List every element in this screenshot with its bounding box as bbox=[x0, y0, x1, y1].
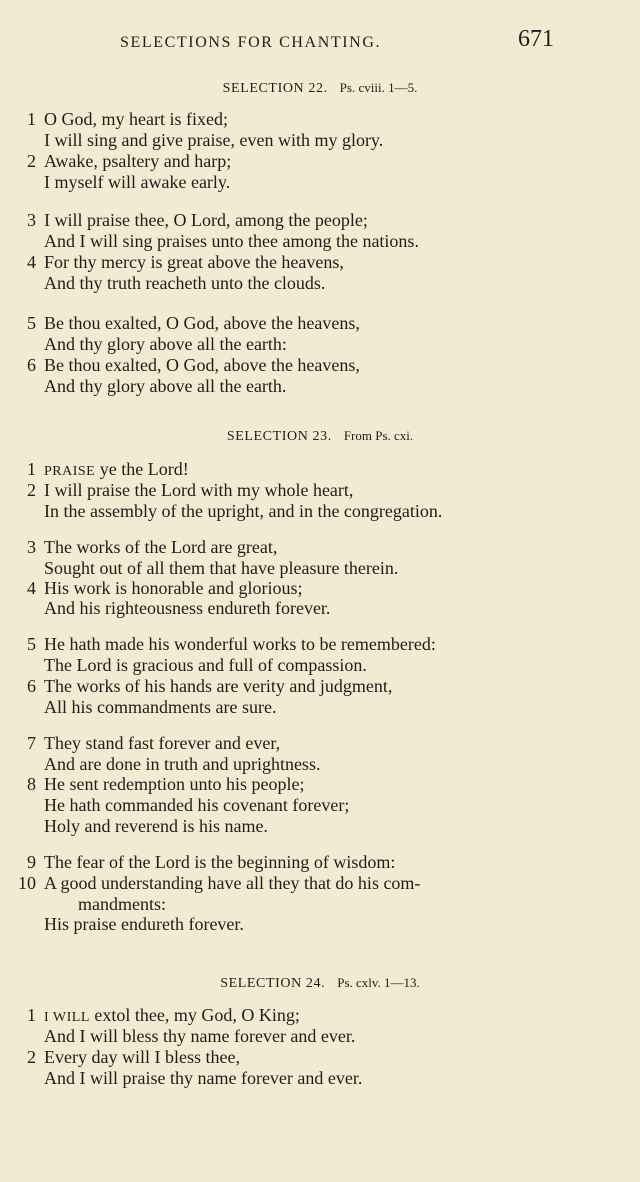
verse-text: O God, my heart is fixed; bbox=[44, 109, 228, 129]
verse-line bbox=[0, 479, 640, 501]
verse-line bbox=[0, 108, 640, 130]
verse-line bbox=[0, 458, 640, 480]
verse-number: 6 bbox=[27, 355, 36, 375]
verse-line bbox=[0, 1025, 640, 1047]
selection-reference: Ps. cviii. 1—5. bbox=[339, 80, 418, 95]
verse-line bbox=[0, 675, 640, 697]
selection-title: SELECTION 23. bbox=[226, 429, 332, 444]
selection-23-heading bbox=[0, 428, 640, 445]
verse-text: And his righteousness endureth forever. bbox=[44, 598, 331, 618]
verse-line bbox=[0, 851, 640, 873]
verse-text: For thy mercy is great above the heavens, bbox=[44, 252, 344, 272]
verse-number: 9 bbox=[27, 852, 36, 872]
verse-line bbox=[0, 773, 640, 795]
verse-number: 1 bbox=[27, 1005, 36, 1025]
selection-reference: Ps. cxlv. 1—13. bbox=[337, 975, 420, 990]
verse-number: 10 bbox=[18, 873, 36, 893]
verse-line bbox=[0, 696, 640, 718]
selection-title: SELECTION 24. bbox=[220, 976, 326, 991]
verse-text: A good understanding have all they that do his com- bbox=[44, 873, 421, 893]
verse-text-rest: extol thee, my God, O King; bbox=[89, 1005, 300, 1025]
verse-line bbox=[0, 654, 640, 676]
verse-line bbox=[0, 536, 640, 558]
verse-line bbox=[0, 230, 640, 252]
verse-line bbox=[0, 794, 640, 816]
small-caps-word: PRAISE bbox=[44, 464, 96, 479]
verse-number: 5 bbox=[27, 313, 36, 333]
verse-text: And I will bless thy name forever and ever. bbox=[44, 1026, 356, 1046]
running-head bbox=[0, 26, 640, 60]
selection-title: SELECTION 22. bbox=[222, 81, 328, 96]
verse-line bbox=[0, 633, 640, 655]
verse-number: 8 bbox=[27, 774, 36, 794]
verse-text-rest: ye the Lord! bbox=[95, 459, 189, 479]
verse-text: And thy glory above all the earth: bbox=[44, 334, 287, 354]
verse-number: 6 bbox=[27, 676, 36, 696]
verse-text: He sent redemption unto his people; bbox=[44, 774, 305, 794]
verse-text: Awake, psaltery and harp; bbox=[44, 151, 232, 171]
verse-text: And are done in truth and uprightness. bbox=[44, 754, 321, 774]
verse-line bbox=[0, 815, 640, 837]
selection-24-heading bbox=[0, 975, 640, 992]
verse-line bbox=[0, 251, 640, 273]
verse-text: The works of the Lord are great, bbox=[44, 537, 278, 557]
verse-number: 1 bbox=[27, 109, 36, 129]
verse-line bbox=[0, 333, 640, 355]
verse-line bbox=[0, 129, 640, 151]
verse-line bbox=[0, 753, 640, 775]
verse-number: 2 bbox=[27, 480, 36, 500]
selection-reference: From Ps. cxi. bbox=[343, 428, 414, 443]
verse-number: 2 bbox=[27, 151, 36, 171]
verse-text: I will praise the Lord with my whole heart, bbox=[44, 480, 354, 500]
verse-text: All his commandments are sure. bbox=[44, 697, 277, 717]
verse-text: Holy and reverend is his name. bbox=[44, 816, 268, 836]
verse-text: I myself will awake early. bbox=[44, 172, 231, 192]
verse-line bbox=[0, 893, 640, 915]
verse-text: Be thou exalted, O God, above the heavens, bbox=[44, 313, 360, 333]
verse-text: Sought out of all them that have pleasure therein. bbox=[44, 558, 399, 578]
verse-line bbox=[0, 1046, 640, 1068]
verse-text: And I will praise thy name forever and ever. bbox=[44, 1068, 363, 1088]
verse-line bbox=[0, 354, 640, 376]
verse-line bbox=[0, 150, 640, 172]
verse-text: The fear of the Lord is the beginning of wisdom: bbox=[44, 852, 396, 872]
verse-text: And thy glory above all the earth. bbox=[44, 376, 287, 396]
verse-text: And I will sing praises unto thee among the nations. bbox=[44, 231, 419, 251]
verse-number: 5 bbox=[27, 634, 36, 654]
verse-line bbox=[0, 209, 640, 231]
verse-text: The works of his hands are verity and judgment, bbox=[44, 676, 393, 696]
verse-number: 7 bbox=[27, 733, 36, 753]
verse-line bbox=[0, 872, 640, 894]
verse-line bbox=[0, 500, 640, 522]
verse-line bbox=[0, 1067, 640, 1089]
verse-text: Every day will I bless thee, bbox=[44, 1047, 240, 1067]
verse-line bbox=[0, 312, 640, 334]
verse-number: 4 bbox=[27, 252, 36, 272]
verse-number: 3 bbox=[27, 210, 36, 230]
verse-line bbox=[0, 913, 640, 935]
verse-line bbox=[0, 1004, 640, 1026]
page-number: 671 bbox=[518, 26, 554, 52]
verse-text: The Lord is gracious and full of compassion. bbox=[44, 655, 367, 675]
verse-text: And thy truth reacheth unto the clouds. bbox=[44, 273, 326, 293]
verse-text: Be thou exalted, O God, above the heavens, bbox=[44, 355, 360, 375]
verse-number: 1 bbox=[27, 459, 36, 479]
verse-number: 3 bbox=[27, 537, 36, 557]
verse-text: He hath made his wonderful works to be remembered: bbox=[44, 634, 436, 654]
verse-text: His praise endureth forever. bbox=[44, 914, 244, 934]
verse-text: He hath commanded his covenant forever; bbox=[44, 795, 350, 815]
small-caps-word: I WILL bbox=[44, 1010, 90, 1025]
verse-line bbox=[0, 577, 640, 599]
verse-line bbox=[0, 557, 640, 579]
verse-text: mandments: bbox=[78, 894, 166, 914]
verse-text: His work is honorable and glorious; bbox=[44, 578, 303, 598]
verse-line bbox=[0, 272, 640, 294]
verse-text: In the assembly of the upright, and in the congregation. bbox=[44, 501, 443, 521]
verse-text: I will sing and give praise, even with my glory. bbox=[44, 130, 384, 150]
verse-line bbox=[0, 375, 640, 397]
verse-text: They stand fast forever and ever, bbox=[44, 733, 281, 753]
verse-number: 4 bbox=[27, 578, 36, 598]
verse-number: 2 bbox=[27, 1047, 36, 1067]
verse-text: I will praise thee, O Lord, among the people; bbox=[44, 210, 368, 230]
selection-22-heading bbox=[0, 80, 640, 97]
verse-line bbox=[0, 597, 640, 619]
verse-line bbox=[0, 171, 640, 193]
running-title: SELECTIONS FOR CHANTING. bbox=[120, 34, 382, 51]
verse-line bbox=[0, 732, 640, 754]
